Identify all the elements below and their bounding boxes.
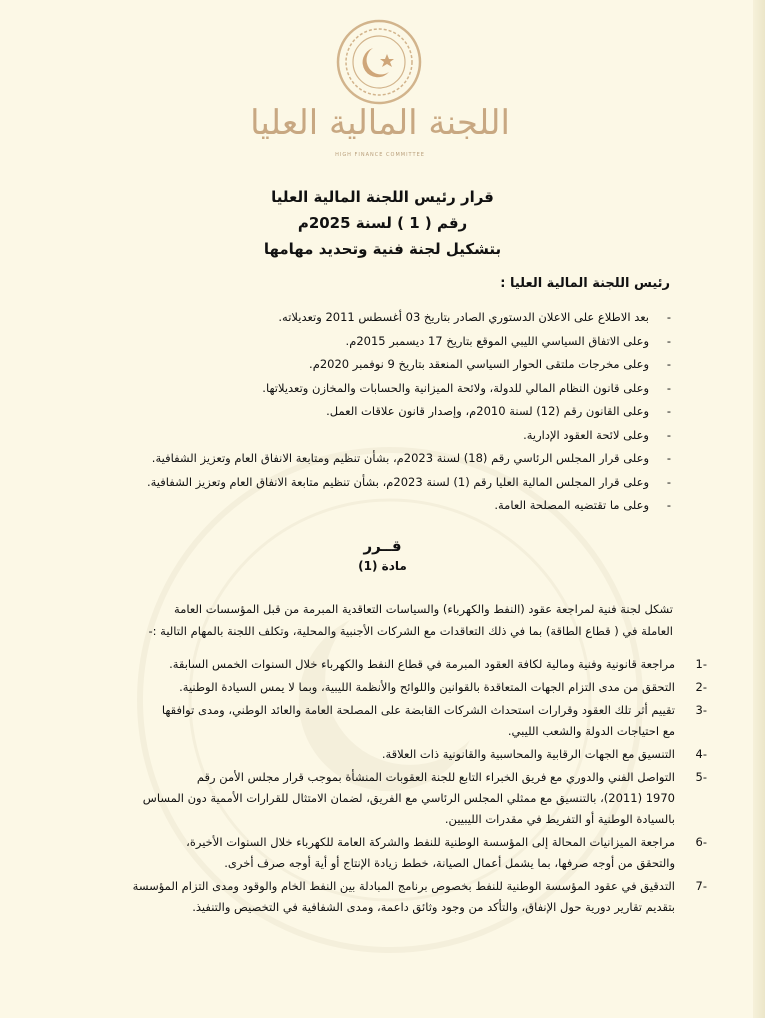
tasks-list [57,654,707,920]
task-number: 3- [695,703,707,717]
task-item [57,876,707,918]
list-item: - وعلى ما تقتضيه المصلحة العامة. [75,494,675,518]
task-text: والتحقق من أوجه صرفها، بما يشمل أعمال الصيانة، خطط زيادة الإنتاج أو أية أوجه صرف أخرى. [224,856,675,870]
decision-heading: قــرر [363,537,402,555]
committee-logo-english: HIGH FINANCE COMMITTEE [335,152,425,158]
task-item [57,744,707,765]
task-text: التنسيق مع الجهات الرقابية والمحاسبية والقانونية ذات العلاقة. [381,747,675,761]
article-heading: مادة (1) [358,559,407,573]
task-text: مراجعة الميزانيات المحالة إلى المؤسسة الوطنية للنفط والشركة العامة للكهرباء خلال السنوات الأخيرة، [186,835,675,849]
list-item: - وعلى الاتفاق السياسي الليبي الموقع بتاريخ 17 ديسمبر 2015م. [75,330,675,354]
task-text: بتقديم تقارير دورية حول الإنفاق، والتأكد من وجود وثائق داعمة، ومدى الشفافية في التخصيص والتنفيذ. [192,900,675,914]
task-text: مراجعة قانونية وفنية ومالية لكافة العقود المبرمة في قطاع النفط والكهرباء خلال السنوات الخمس السابقة. [169,657,675,671]
decree-title-line1: قرار رئيس اللجنة المالية العليا [271,188,494,206]
task-text: التحقق من مدى التزام الجهات المتعاقدة بالقوانين واللوائح والأنظمة الليبية، وبما لا يمس السيادة الوطنية. [179,680,675,694]
decision-heading-block [300,535,465,575]
decree-title [200,184,565,262]
list-item: - وعلى قرار المجلس المالية العليا رقم (1) لسنة 2023م، بشأن تنظيم متابعة الانفاق العام وتعزيز الشفافية. [75,471,675,495]
list-item: - وعلى لائحة العقود الإدارية. [75,424,675,448]
committee-logo-text: اللجنة المالية العليا [250,103,510,143]
task-item [57,654,707,675]
task-number: 2- [695,680,707,694]
article-intro-line1: تشكل لجنة فنية لمراجعة عقود (النفط والكهرباء) والسياسات التعاقدية المبرمة من قبل المؤسسات العامة [174,602,673,616]
committee-seal-icon [335,18,423,106]
list-item: - وعلى مخرجات ملتقى الحوار السياسي المنعقد بتاريخ 9 نوفمبر 2020م. [75,353,675,377]
task-number: 4- [695,747,707,761]
list-item: - بعد الاطلاع على الاعلان الدستوري الصادر بتاريخ 03 أغسطس 2011 وتعديلاته. [75,306,675,330]
recitals-list [75,306,675,518]
task-text: 1970 (2011)، بالتنسيق مع ممثلي المجلس الرئاسي مع الفريق، لضمان الامتثال للقرارات الأممية دون المساس [142,791,675,805]
task-number: 7- [695,879,707,893]
task-text: التدقيق في عقود المؤسسة الوطنية للنفط بخصوص برنامج المبادلة بين النفط الخام والوقود ومدى التزام المؤسسة [132,879,675,893]
task-text: تقييم أثر تلك العقود وقرارات استحداث الشركات القابضة على المصلحة العامة والعائد الوطني، ومدى توافقها [161,703,675,717]
page-edge [753,0,765,1018]
task-item [57,767,707,830]
decree-subject: بتشكيل لجنة فنية وتحديد مهامها [263,240,502,258]
task-item [57,677,707,698]
task-number: 1- [695,657,707,671]
issuing-authority: رئيس اللجنة المالية العليا : [500,276,670,291]
task-item [57,832,707,874]
decree-number: رقم ( 1 ) لسنة 2025م [297,214,468,232]
task-text: بالسيادة الوطنية أو التفريط في مقدرات الليبيين. [444,812,675,826]
list-item: - وعلى قرار المجلس الرئاسي رقم (18) لسنة 2023م، بشأن تنظيم ومتابعة الانفاق العام وتعزيز الشفافية. [75,447,675,471]
task-text: مع احتياجات الدولة والشعب الليبي. [507,724,675,738]
task-number: 5- [695,770,707,784]
list-item: - وعلى قانون النظام المالي للدولة، ولائحة الميزانية والحسابات والمخازن وتعديلاتها. [75,377,675,401]
task-text: التواصل الفني والدوري مع فريق الخبراء التابع للجنة العقوبات المنشأة بموجب قرار مجلس الأمن رقم [196,770,675,784]
list-item: - وعلى القانون رقم (12) لسنة 2010م، وإصدار قانون علاقات العمل. [75,400,675,424]
task-number: 6- [695,835,707,849]
article-intro [73,598,673,642]
article-intro-line2: العاملة في ( قطاع الطاقة) بما في ذلك التعاقدات مع الشركات الأجنبية والمحلية، وتكلف اللجنة بالمهام التالية :- [148,624,673,638]
task-item [57,700,707,742]
